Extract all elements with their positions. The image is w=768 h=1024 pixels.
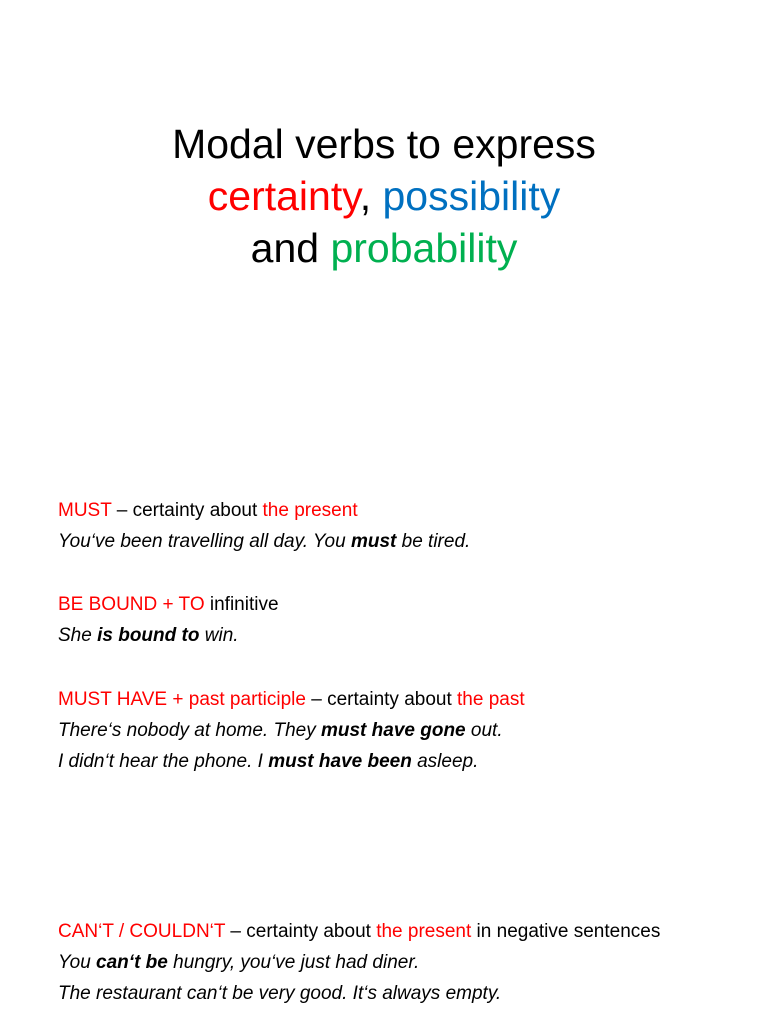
example-bold: must <box>350 531 397 552</box>
title-line-2 <box>0 170 768 222</box>
example-must-have-1 <box>58 715 758 746</box>
example-must-have-2 <box>58 746 758 777</box>
example-text: The restaurant can‘t be very good. It‘s always empty. <box>58 983 502 1004</box>
desc-bound: infinitive <box>204 594 279 615</box>
example-text: be tired. <box>396 531 471 552</box>
example-bold: must have gone <box>320 720 466 741</box>
page-title <box>0 118 768 274</box>
desc-must-have: – certainty about <box>305 689 458 710</box>
title-certainty: certainty <box>207 173 360 219</box>
section-must-have-heading <box>58 684 758 715</box>
term-must: MUST <box>58 500 112 521</box>
example-text: win. <box>199 625 239 646</box>
focus-must: the present <box>262 500 358 521</box>
example-text: There‘s nobody at home. They <box>58 720 321 741</box>
example-must-1 <box>58 526 758 557</box>
title-comma: , <box>359 173 372 219</box>
desc-must: – certainty about <box>111 500 263 521</box>
example-bound-1 <box>58 620 758 651</box>
example-bold: is bound to <box>97 625 200 646</box>
section-must <box>58 495 758 557</box>
section-must-have <box>58 684 758 777</box>
example-bold: must have been <box>268 751 412 772</box>
section-cant-heading <box>58 916 758 947</box>
term-cant: CAN‘T / COULDN‘T <box>58 921 226 942</box>
example-text: out. <box>465 720 503 741</box>
section-bound-heading <box>58 589 758 620</box>
example-text: She <box>58 625 98 646</box>
desc-cant: – certainty about <box>225 921 377 942</box>
tail-cant: in negative sentences <box>471 921 661 942</box>
title-line-1: Modal verbs to express <box>172 121 596 167</box>
title-probability: probability <box>330 225 518 271</box>
example-text: I didn‘t hear the phone. I <box>58 751 269 772</box>
term-bound: BE BOUND + TO <box>58 594 205 615</box>
example-text: asleep. <box>411 751 479 772</box>
title-and: and <box>250 225 320 271</box>
example-text: You <box>58 952 97 973</box>
section-must-heading <box>58 495 758 526</box>
section-bound <box>58 589 758 651</box>
title-possibility: possibility <box>382 173 561 219</box>
focus-must-have: the past <box>457 689 525 710</box>
example-cant-2 <box>58 978 758 1009</box>
term-must-have: MUST HAVE + past participle <box>58 689 306 710</box>
title-line-3 <box>0 222 768 274</box>
example-bold: can‘t be <box>96 952 168 973</box>
focus-cant: the present <box>376 921 472 942</box>
section-cant <box>58 916 758 1009</box>
example-cant-1 <box>58 947 758 978</box>
example-text: You‘ve been travelling all day. You <box>58 531 351 552</box>
example-text: hungry, you‘ve just had diner. <box>167 952 420 973</box>
